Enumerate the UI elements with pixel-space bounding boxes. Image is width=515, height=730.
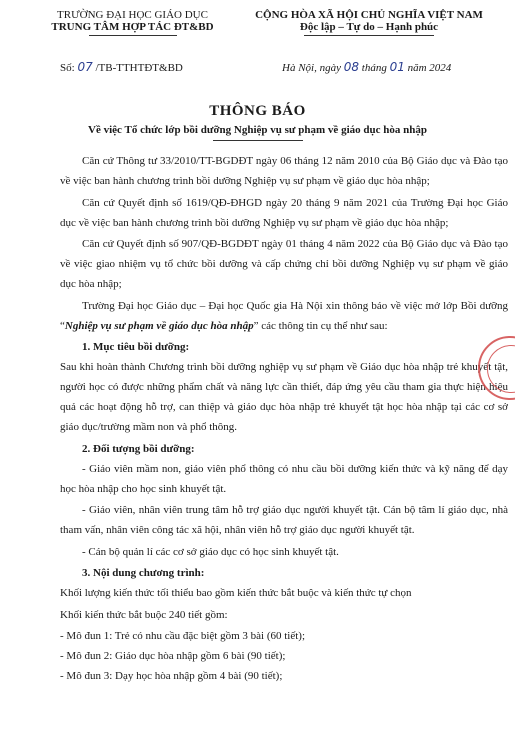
org-header xyxy=(30,9,235,36)
date-day: 08 xyxy=(343,60,360,74)
motto-underline xyxy=(304,35,434,36)
section-2-item: - Giáo viên, nhân viên trung tâm hỗ trợ giáo dục người khuyết tật. Cán bộ tâm lí giáo dục, nhà tham vấn, nhân viên công tác xã hội, nhân viên hỗ trợ giáo dục người khuyết tật. xyxy=(60,504,508,536)
section-1-heading: 1. Mục tiêu bồi dưỡng: xyxy=(82,341,190,353)
announcement-start: Trường Đại học Giáo dục – Đại học Quốc gia Hà Nội xin thông báo về việc mở lớp Bồi dưỡng “ xyxy=(60,299,508,332)
module-item: - Mô đun 3: Dạy học hòa nhập gồm 4 bài (90 tiết); xyxy=(60,670,283,682)
org-underline xyxy=(89,35,177,36)
document-title: THÔNG BÁO xyxy=(209,103,306,119)
module-item: - Mô đun 2: Giáo dục hòa nhập gồm 6 bài (90 tiết); xyxy=(60,650,286,662)
national-motto: Độc lập – Tự do – Hạnh phúc xyxy=(299,21,439,33)
document-subtitle xyxy=(0,124,515,141)
section-3-line: Khối lượng kiến thức tối thiểu bao gồm kiến thức bắt buộc và kiến thức tự chọn xyxy=(60,587,412,599)
seal-inner-ring xyxy=(487,345,515,393)
doc-number-suffix: /TB-TTHTĐT&BD xyxy=(92,62,183,74)
national-header xyxy=(228,9,510,36)
doc-number-prefix: Số: xyxy=(60,62,78,74)
org-name-university: TRƯỜNG ĐẠI HỌC GIÁO DỤC xyxy=(57,9,208,21)
course-name: Nghiệp vụ sư phạm về giáo dục hòa nhập xyxy=(64,319,254,332)
announcement-paragraph xyxy=(60,296,508,336)
legal-basis-1: Căn cứ Thông tư 33/2010/TT-BGDĐT ngày 06 tháng 12 năm 2010 của Bộ Giáo dục và Đào tạo về việc ban hành chương trình bồi dưỡng Nghiệp vụ sư phạm về giáo dục hòa nhập; xyxy=(60,155,508,187)
date-month: 01 xyxy=(389,60,405,74)
subtitle-text: Về việc Tổ chức lớp bồi dưỡng Nghiệp vụ sư phạm về giáo dục hòa nhập xyxy=(88,124,427,136)
section-3-line: Khối kiến thức bắt buộc 240 tiết gồm: xyxy=(60,608,228,621)
date-month-label: tháng xyxy=(359,62,390,74)
doc-number-value: 07 xyxy=(77,60,93,74)
legal-basis-2: Căn cứ Quyết định số 1619/QĐ-ĐHGD ngày 20 tháng 9 năm 2021 của Trường Đại học Giáo dục về việc ban hành chương trình bồi dưỡng Nghiệp vụ sư phạm về giáo dục hòa nhập; xyxy=(60,196,508,229)
legal-basis-3: Căn cứ Quyết định số 907/QĐ-BGDĐT ngày 01 tháng 4 năm 2022 của Bộ Giáo dục và Đào tạo về việc giao nhiệm vụ tổ chức bồi dưỡng và cấp chứng chỉ bồi dưỡng Nghiệp vụ sư phạm về giáo dục hòa nhập; xyxy=(60,238,508,290)
section-2-heading: 2. Đối tượng bồi dưỡng: xyxy=(82,442,195,455)
module-item: - Mô đun 1: Trẻ có nhu cầu đặc biệt gồm 3 bài (60 tiết); xyxy=(60,630,306,642)
subtitle-underline xyxy=(213,140,303,141)
section-2-item: - Cán bộ quản lí các cơ sở giáo dục có học sinh khuyết tật. xyxy=(82,545,339,558)
document-date xyxy=(282,60,451,74)
date-year: năm 2024 xyxy=(404,62,452,74)
org-name-center: TRUNG TÂM HỢP TÁC ĐT&BD xyxy=(51,21,214,33)
date-prefix: Hà Nội, ngày xyxy=(282,62,344,74)
section-2-item: - Giáo viên mầm non, giáo viên phổ thông có nhu cầu bồi dưỡng kiến thức và kỹ năng để dạy học hòa nhập cho học sinh khuyết tật. xyxy=(60,462,508,495)
announcement-end: ” các thông tin cụ thể như sau: xyxy=(253,319,388,332)
document-number xyxy=(60,60,183,74)
section-1-text: Sau khi hoàn thành Chương trình bồi dưỡng nghiệp vụ sư phạm về Giáo dục hòa nhập trẻ khuyết tật, người học có được những phẩm chất và năng lực cần thiết, đáp ứng yêu cầu tham gia thực hiện hiệu quả các hoạt động hỗ trợ, can thiệp và giáo dục hòa nhập trẻ khuyết tật học hòa nhập tại các cơ sở giáo dục/trường mầm non và phổ thông. xyxy=(60,361,508,433)
national-title: CỘNG HÒA XÃ HỘI CHỦ NGHĨA VIỆT NAM xyxy=(255,9,483,21)
section-3-heading: 3. Nội dung chương trình: xyxy=(82,567,205,579)
document-body xyxy=(60,151,508,686)
